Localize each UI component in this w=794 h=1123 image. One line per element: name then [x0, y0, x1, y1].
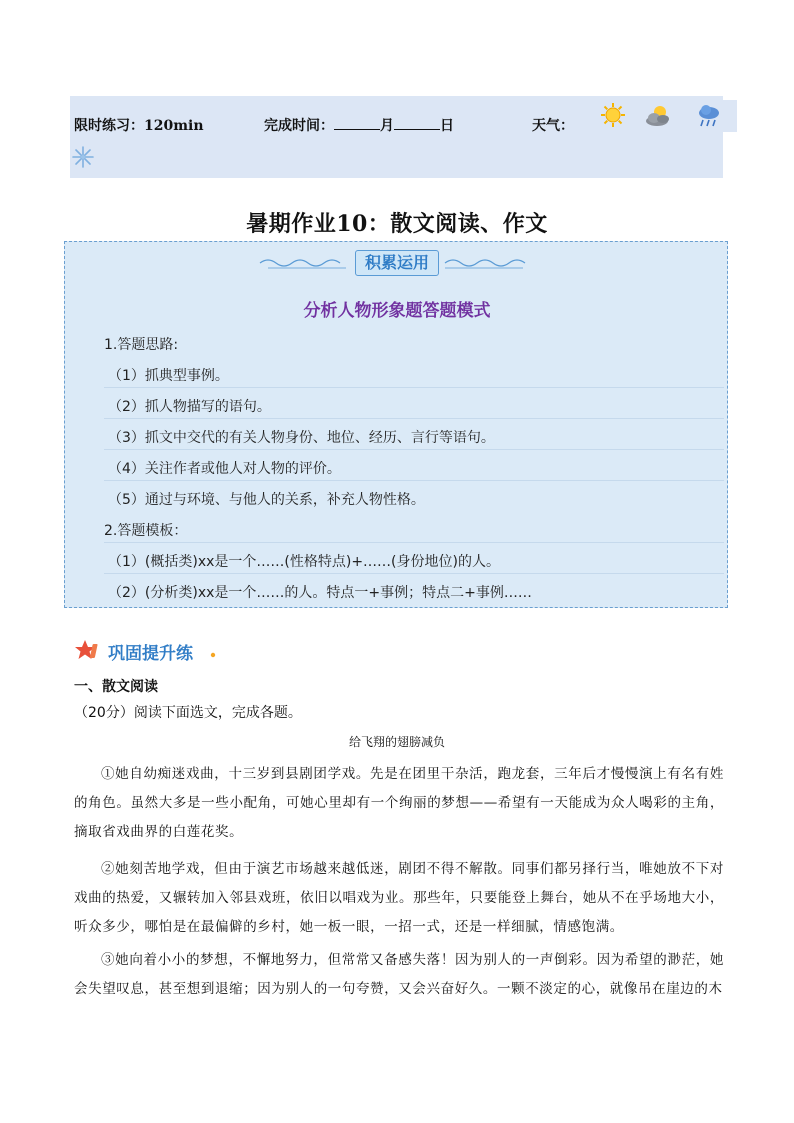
knowledge-badge: 积累运用: [355, 250, 439, 276]
completion-time: [264, 115, 454, 135]
instruction: （20分）阅读下面选文，完成各题。: [74, 705, 302, 721]
essay-paragraph: ③她向着小小的梦想，不懈地努力，但常常又备感失落！因为别人的一声倒彩。因为希望的渺茫，她会失望叹息，甚至想到退缩；因为别人的一句夸赞，又会兴奋好久。一颗不淡定的心，就像吊在崖边的木: [74, 952, 724, 997]
weather-label: 天气：: [532, 118, 574, 134]
guide-line: 2.答题模板：: [104, 523, 188, 539]
month-label: 月: [380, 118, 394, 134]
right-wave-ornament: [443, 256, 535, 270]
guide-line: （2）抓人物描写的语句。: [108, 399, 271, 415]
time-limit: 限时练习：120min: [74, 118, 204, 134]
section-label: 巩固提升练: [108, 644, 193, 664]
line-divider: [104, 418, 724, 419]
guide-line: （1）抓典型事例。: [108, 368, 229, 384]
partly-cloudy-icon: [644, 104, 674, 128]
dot-ornament: [210, 652, 216, 658]
header-tab: [723, 100, 737, 132]
sun-icon: [600, 102, 626, 128]
essay-title: 给飞翔的翅膀减负: [348, 735, 445, 749]
left-wave-ornament: [258, 256, 348, 270]
essay-paragraph: ①她自幼痴迷戏曲，十三岁到县剧团学戏。先是在团里干杂活，跑龙套，三年后才慢慢演上有名有姓的角色。虽然大多是一些小配角，可她心里却有一个绚丽的梦想——希望有一天能成为众人喝彩的主角，摘取省戏曲界的白莲花奖。: [74, 766, 724, 840]
line-divider: [104, 480, 724, 481]
line-divider: [104, 449, 724, 450]
essay-paragraph: ②她刻苦地学戏，但由于演艺市场越来越低迷，剧团不得不解散。同事们都另择行当，唯她放不下对戏曲的热爱，又辗转加入邻县戏班，依旧以唱戏为业。那些年，只要能登上舞台，她从不在乎场地大小，听众多少，哪怕是在最偏僻的乡村，她一板一眼，一招一式，还是一样细腻，情感饱满。: [74, 861, 724, 935]
day-label: 日: [440, 118, 454, 134]
snowflake-icon: [72, 146, 94, 168]
guide-line: （3）抓文中交代的有关人物身份、地位、经历、言行等语句。: [108, 430, 495, 446]
day-blank: [394, 117, 440, 130]
guide-line: （5）通过与环境、与他人的关系，补充人物性格。: [108, 492, 425, 508]
guide-line: （4）关注作者或他人对人物的评价。: [108, 461, 341, 477]
line-divider: [104, 542, 724, 543]
rain-cloud-icon: [697, 103, 721, 129]
line-divider: [104, 573, 724, 574]
star-badge-icon: [74, 638, 106, 662]
guide-line: 1.答题思路:: [104, 337, 179, 353]
guide-line: （1）(概括类)xx是一个……(性格特点)+……(身份地位)的人。: [108, 554, 500, 570]
line-divider: [104, 387, 724, 388]
part-title: 一、散文阅读: [74, 679, 158, 695]
month-blank: [334, 117, 380, 130]
completion-label: 完成时间：: [264, 118, 334, 134]
box-title: 分析人物形象题答题模式: [303, 301, 491, 321]
guide-line: （2）(分析类)xx是一个……的人。特点一+事例；特点二+事例……: [108, 585, 532, 601]
page-title: 暑期作业10：散文阅读、作文: [246, 211, 548, 237]
